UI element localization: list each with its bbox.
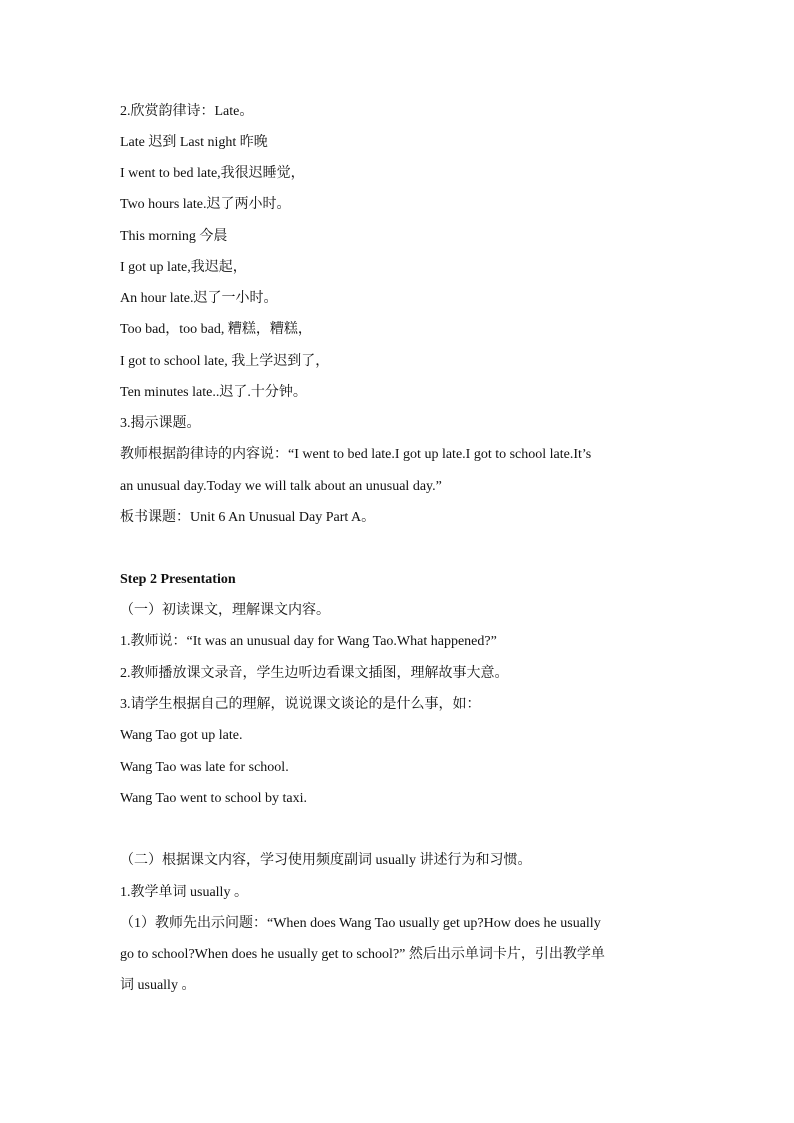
paragraph-line: 1.教学单词 usually 。 xyxy=(120,885,248,900)
rhyme-line: An hour late.迟了一小时。 xyxy=(120,291,278,306)
rhyme-line: Two hours late.迟了两小时。 xyxy=(120,197,291,212)
paragraph-line: 词 usually 。 xyxy=(120,978,196,993)
paragraph-line: 1.教师说：“It was an unusual day for Wang Tao.What happened?” xyxy=(120,634,497,649)
rhyme-line: Ten minutes late..迟了.十分钟。 xyxy=(120,385,307,400)
rhyme-line: I got up late,我迟起， xyxy=(120,260,247,275)
section-heading-topic: 3.揭示课题。 xyxy=(120,416,201,431)
paragraph-line: go to school?When does he usually get to school?” 然后出示单词卡片，引出教学单 xyxy=(120,947,605,962)
paragraph-line: 教师根据韵律诗的内容说：“I went to bed late.I got up late.I got to school late.It’s xyxy=(120,447,592,462)
rhyme-line: I went to bed late,我很迟睡觉， xyxy=(120,166,305,181)
paragraph-line: （1）教师先出示问题：“When does Wang Tao usually get up?How does he usually xyxy=(120,916,601,931)
subsection-heading: （一）初读课文，理解课文内容。 xyxy=(120,603,330,618)
example-line: Wang Tao got up late. xyxy=(120,728,243,743)
board-title-line: 板书课题：Unit 6 An Unusual Day Part A。 xyxy=(120,510,376,525)
example-line: Wang Tao was late for school. xyxy=(120,760,289,775)
paragraph-line: an unusual day.Today we will talk about an unusual day.” xyxy=(120,479,442,494)
step-heading: Step 2 Presentation xyxy=(120,572,236,587)
rhyme-line: Late 迟到 Last night 昨晚 xyxy=(120,135,268,150)
paragraph-line: 2.教师播放课文录音，学生边听边看课文插图，理解故事大意。 xyxy=(120,666,509,681)
rhyme-line: Too bad，too bad, 糟糕，糟糕， xyxy=(120,322,312,337)
rhyme-line: I got to school late, 我上学迟到了， xyxy=(120,354,330,369)
paragraph-line: 3.请学生根据自己的理解，说说课文谈论的是什么事，如： xyxy=(120,697,481,712)
example-line: Wang Tao went to school by taxi. xyxy=(120,791,307,806)
subsection-heading: （二）根据课文内容，学习使用频度副词 usually 讲述行为和习惯。 xyxy=(120,853,532,868)
section-heading-rhyme: 2.欣赏韵律诗：Late。 xyxy=(120,104,254,119)
rhyme-line: This morning 今晨 xyxy=(120,229,228,244)
